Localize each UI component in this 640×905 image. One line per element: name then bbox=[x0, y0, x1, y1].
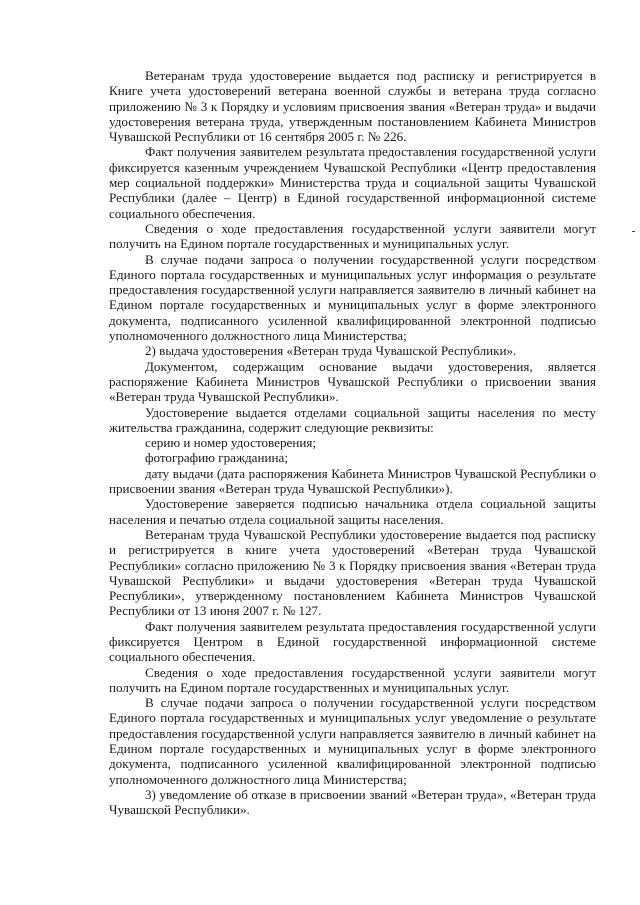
paragraph-12: Ветеранам труда Чувашской Республики удостоверение выдается под расписку и регистрируется в книге учета удостоверений «Ветеран труда Чувашской Республики» согласно приложению № 3 к Порядку присвоения звания «Ветеран труда Чувашской Республики» и выдачи удостоверения «Ветеран труда Чувашской Республики», утвержденному постановлением Кабинета Министров Чувашской Республики от 13 июня 2007 г. № 127. bbox=[109, 526, 596, 619]
list-item-series: серию и номер удостоверения; bbox=[145, 435, 317, 451]
paragraph-6: Документом, содержащим основание выдачи удостоверения, является распоряжение Кабинета Министров Чувашской Республики о присвоении звания «Ветеран труда Чувашской Республики». bbox=[109, 358, 596, 405]
paragraph-7: Удостоверение выдается отделами социальной защиты населения по месту жительства гражданина, содержит следующие реквизиты: bbox=[109, 404, 596, 435]
paragraph-4: В случае подачи запроса о получении государственной услуги посредством Единого портала государственных и муниципальных услуг информация о результате предоставления государственной услуги направляется заявителю в личный кабинет на Едином портале государственных и муниципальных услуг в форме электронного документа, подписанного усиленной квалифицированной электронной подписью уполномоченного должностного лица Министерства; bbox=[109, 251, 596, 344]
paragraph-11: Удостоверение заверяется подписью начальника отдела социальной защиты населения и печатью отдела социальной защиты населения. bbox=[109, 496, 596, 527]
paragraph-5: 2) выдача удостоверения «Ветеран труда Чувашской Республики». bbox=[145, 343, 517, 359]
paragraph-15: В случае подачи запроса о получении государственной услуги посредством Единого портала государственных и муниципальных услуг уведомление о результате предоставления государственной услуги направляется заявителю в личный кабинет на Едином портале государственных и муниципальных услуг в форме электронного документа, подписанного усиленной квалифицированной электронной подписью уполномоченного должностного лица Министерства; bbox=[109, 695, 596, 787]
paragraph-13: Факт получения заявителем результата предоставления государственной услуги фиксируется Центром в Единой государственной информационной системе социального обеспечения. bbox=[109, 618, 596, 665]
margin-mark bbox=[632, 231, 635, 232]
paragraph-2: Факт получения заявителем результата предоставления государственной услуги фиксируется казенным учреждением Чувашской Республики «Центр предоставления мер социальной поддержки» Министерства труда и социальной защиты Чувашской Республики (далее – Центр) в Единой государственной информационной системе социального обеспечения. bbox=[109, 144, 596, 221]
list-item-date: дату выдачи (дата распоряжения Кабинета Министров Чувашской Республики о присвоении звания «Ветеран труда Чувашской Республики»). bbox=[109, 465, 596, 497]
paragraph-16: 3) уведомление об отказе в присвоении званий «Ветеран труда», «Ветеран труда Чувашской Республики». bbox=[109, 786, 596, 818]
paragraph-14: Сведения о ходе предоставления государственной услуги заявители могут получить на Едином портале государственных и муниципальных услуг. bbox=[109, 664, 596, 695]
list-item-photo: фотографию гражданина; bbox=[145, 450, 288, 466]
paragraph-1: Ветеранам труда удостоверение выдается под расписку и регистрируется в Книге учета удостоверений ветерана военной службы и ветерана труда согласно приложению № 3 к Порядку и условиям присвоения звания «Ветеран труда» и выдачи удостоверения ветерана труда, утвержденным постановлением Кабинета Министров Чувашской Республики от 16 сентября 2005 г. № 226. bbox=[109, 68, 596, 145]
paragraph-3: Сведения о ходе предоставления государственной услуги заявители могут получить на Едином портале государственных и муниципальных услуг. bbox=[109, 220, 596, 252]
